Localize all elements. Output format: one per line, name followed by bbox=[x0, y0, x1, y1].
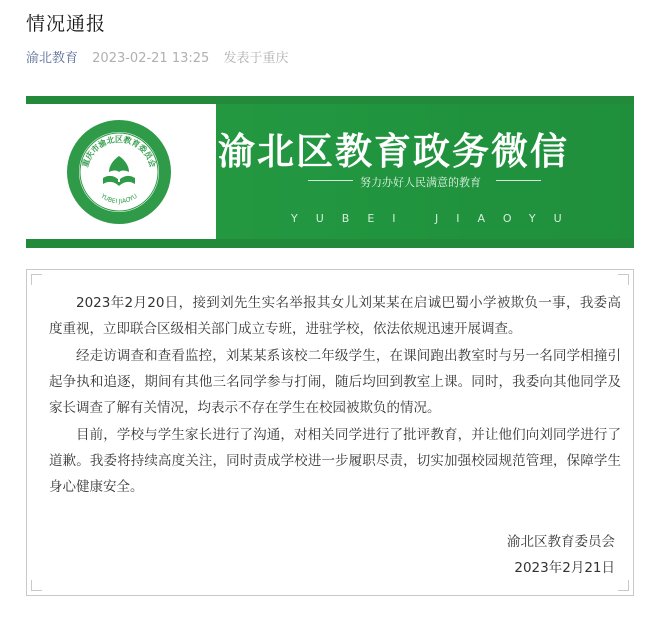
notice-card bbox=[26, 269, 634, 596]
banner-latin: YUBEI JIAOYU bbox=[291, 212, 580, 225]
paragraph-3: 目前，学校与学生家长进行了沟通，对相关同学进行了批评教育，并让他们向刘同学进行了道歉。我委将持续高度关注，同时责成学校进一步履职尽责，切实加强校园规范管理，保障学生身心健康安全。 bbox=[49, 427, 621, 495]
publish-location: 发表于重庆 bbox=[223, 51, 289, 66]
logo-text-top: 重庆市渝北区教育委员会 bbox=[79, 134, 159, 169]
article-meta bbox=[26, 47, 288, 66]
motto-line-right bbox=[496, 180, 541, 181]
account-name-link[interactable]: 渝北教育 bbox=[26, 51, 79, 66]
paragraph-2: 经走访调查和查看监控，刘某某系该校二年级学生，在课间跑出教室时与另一名同学相撞引起争执和追逐，期间有其他三名同学参与打闹，随后均回到教室上课。同时，我委向其他同学及家长调查了解有关情况，均表示不存在学生在校园被欺负的情况。 bbox=[49, 348, 621, 416]
banner-motto: 努力办好人民满意的教育 bbox=[360, 176, 481, 189]
education-committee-logo-icon bbox=[69, 122, 169, 222]
logo-emblem-icon bbox=[69, 122, 169, 222]
signature-org: 渝北区教育委员会 bbox=[507, 534, 615, 550]
article-title: 情况通报 bbox=[26, 13, 107, 35]
motto-line-left bbox=[308, 180, 353, 181]
signature-date: 2023年2月21日 bbox=[514, 560, 615, 576]
logo-text-bottom: YUBEI JIAOYU bbox=[99, 192, 139, 206]
banner-slogan: 渝北区教育政务微信 bbox=[218, 129, 569, 173]
svg-text:YUBEI JIAOYU bbox=[99, 192, 139, 205]
paragraph-1: 2023年2月20日，接到刘先生实名举报其女儿刘某某在启诚巴蜀小学被欺负一事，我委高度重视，立即联合区级相关部门成立专班，进驻学校，依法依规迅速开展调查。 bbox=[49, 295, 621, 337]
publish-datetime: 2023-02-21 13:25 bbox=[92, 51, 210, 66]
header-banner-image bbox=[26, 96, 634, 248]
